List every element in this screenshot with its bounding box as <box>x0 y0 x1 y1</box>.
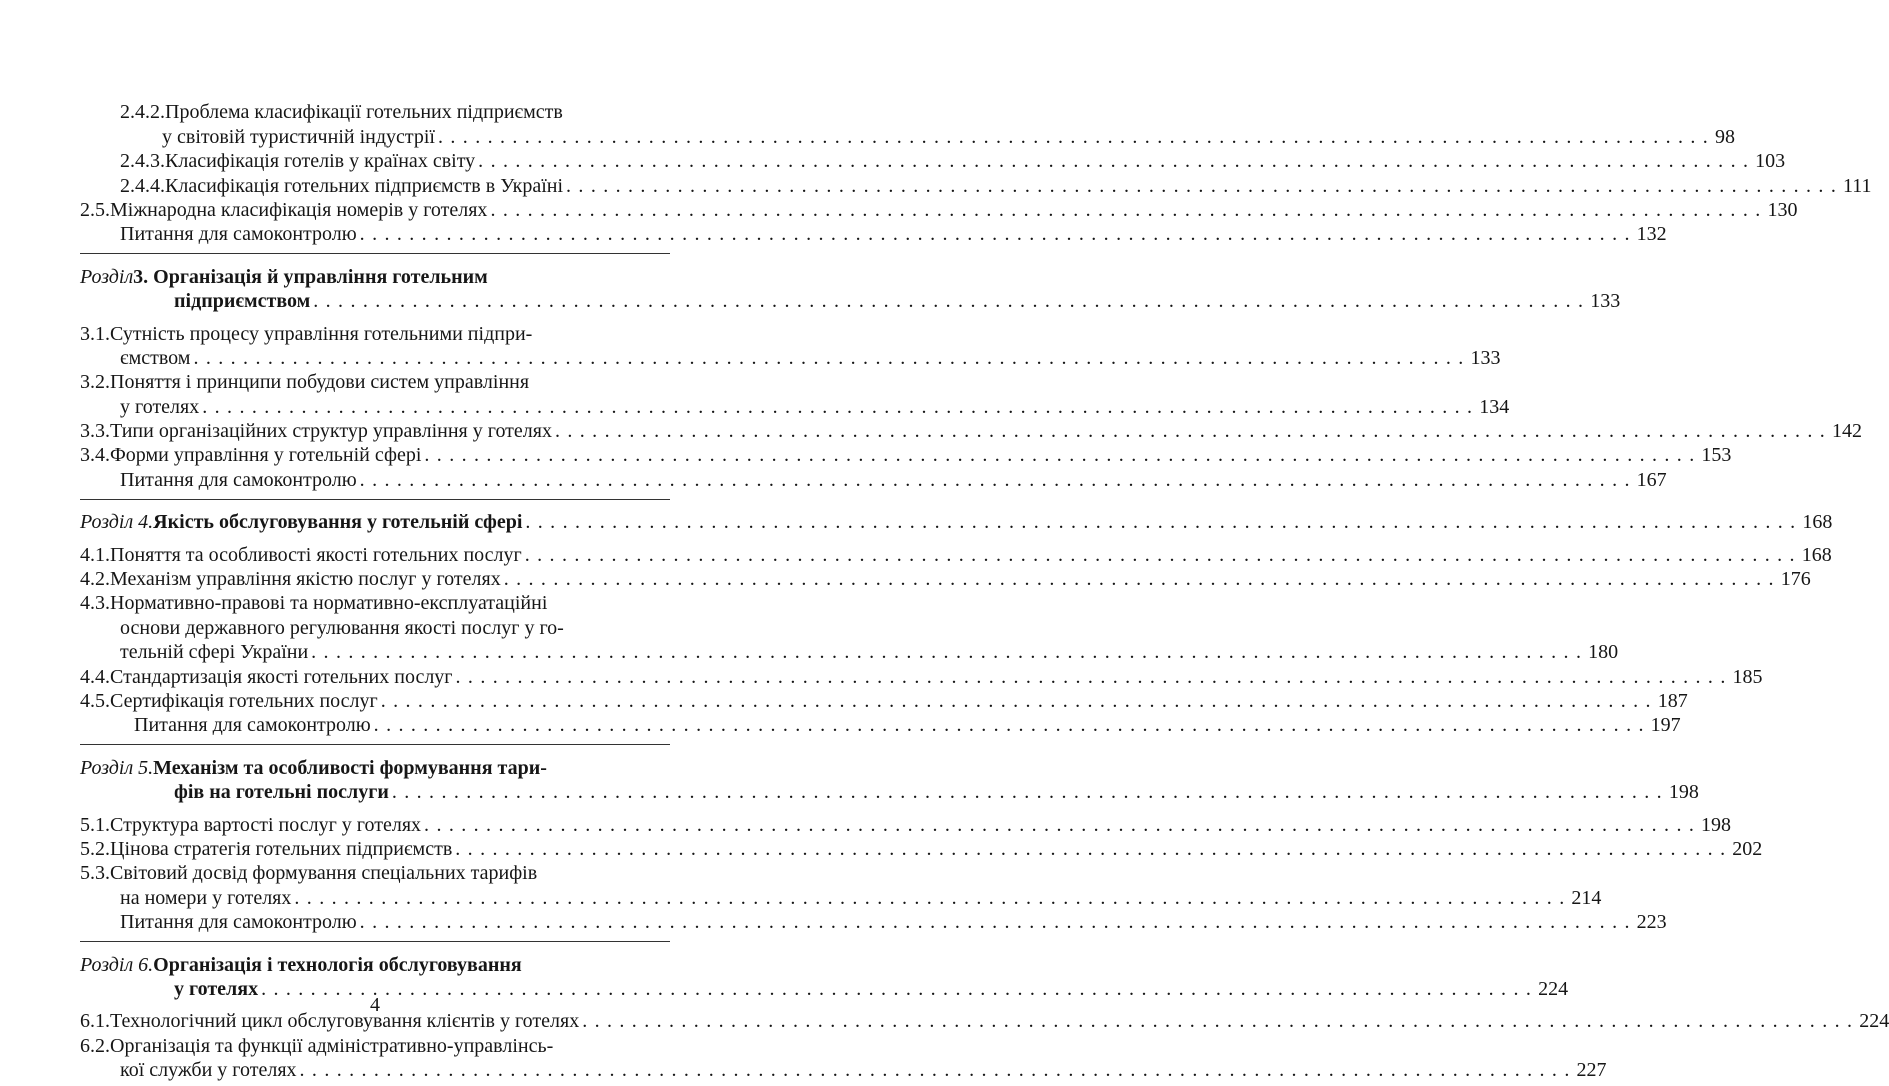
toc-leader-dots <box>501 568 1775 590</box>
section-title: підприємством <box>174 290 311 313</box>
toc-section-heading <box>80 288 1621 313</box>
toc-entry-title: Сутність процесу управління готельними підпри- <box>110 322 533 345</box>
toc-entry <box>80 688 1688 712</box>
toc-entry-title: Питання для самоконтролю <box>134 714 371 737</box>
toc-page-number: 111 <box>1843 174 1872 197</box>
section-title: фів на готельні послуги <box>174 781 389 804</box>
toc-entry-number: 2.4.3. <box>120 150 165 173</box>
toc-leader-dots <box>522 544 1796 566</box>
toc-entry-title: Поняття і принципи побудови систем управління <box>110 371 530 394</box>
toc-entry-title: на номери у готелях <box>120 886 292 909</box>
toc-page-number: 98 <box>1715 125 1735 148</box>
toc-leader-dots <box>291 887 1565 909</box>
section-title: 3. Організація й управління готельним <box>133 265 488 288</box>
toc-entry-number: 3.1. <box>80 322 110 345</box>
toc-page-number: 224 <box>1859 1010 1889 1033</box>
toc-entry-title: Форми управління у готельній сфері <box>110 444 422 467</box>
toc-page-number: 180 <box>1588 641 1619 664</box>
toc-leader-dots <box>389 781 1663 803</box>
toc-entry <box>80 320 670 344</box>
toc-entry <box>80 639 1619 664</box>
toc-entry <box>80 712 1681 737</box>
toc-page-number: 202 <box>1732 837 1763 860</box>
toc-leader-dots <box>579 1010 1853 1032</box>
toc-entry-title: Класифікація готелів у країнах світу <box>165 150 476 173</box>
toc-page-number: 224 <box>1538 977 1569 1000</box>
toc-page-number: 132 <box>1636 223 1667 246</box>
toc-page-number: 187 <box>1657 689 1688 712</box>
section-title: у готелях <box>174 977 259 1000</box>
toc-entry <box>80 148 1786 173</box>
page-number: 4 <box>370 994 380 1016</box>
toc-leader-dots <box>357 223 1631 245</box>
toc-entry-number: 2.4.2. <box>120 101 165 124</box>
toc-entry-number: 6.1. <box>80 1010 110 1033</box>
toc-page-number: 133 <box>1470 346 1501 369</box>
toc-entry-title: тельній сфері України <box>120 641 309 664</box>
toc-entry-number: 3.2. <box>80 371 110 394</box>
section-label: Розділ <box>80 265 134 288</box>
toc-page-number: 197 <box>1650 714 1681 737</box>
toc-page-number: 142 <box>1831 420 1862 443</box>
toc-entry-number: 6.2. <box>80 1034 110 1057</box>
toc-entry <box>80 172 1872 197</box>
toc-entry <box>80 1032 670 1056</box>
toc-entry-title: Структура вартості послуг у готелях <box>110 813 422 836</box>
toc-page-number: 185 <box>1732 665 1763 688</box>
section-label: Розділ 4. <box>80 511 154 534</box>
toc-entry-title: Питання для самоконтролю <box>120 223 357 246</box>
toc-entry <box>80 197 1798 221</box>
section-label: Розділ 5. <box>80 756 154 779</box>
toc-entry <box>80 566 1811 591</box>
toc-section-heading <box>80 779 1699 804</box>
toc-entry <box>80 836 1763 860</box>
toc-entry <box>80 99 670 123</box>
toc-page-number: 103 <box>1755 150 1786 173</box>
toc-entry-number: 4.4. <box>80 665 110 688</box>
toc-entry-title: у готелях <box>120 395 200 418</box>
toc-entry-number: 4.3. <box>80 592 110 615</box>
section-title: Якість обслуговування у готельній сфері <box>153 511 523 534</box>
toc-entry-title: Сертифікація готельних послуг <box>110 689 378 712</box>
toc-leader-dots <box>378 690 1652 712</box>
toc-entry-title: у світовій туристичній індустрії <box>162 125 435 148</box>
toc-entry-number: 5.3. <box>80 862 110 885</box>
section-title: Організація і технологія обслуговування <box>153 953 522 976</box>
toc-leader-dots <box>310 290 1584 312</box>
section-label: Розділ 6. <box>80 953 154 976</box>
toc-page-number: 168 <box>1802 511 1833 534</box>
toc-entry <box>80 418 1862 443</box>
toc-entry-number: 4.5. <box>80 689 110 712</box>
toc-entry-title: Класифікація готельних підприємств в Україні <box>165 174 564 197</box>
toc-entry <box>80 442 1732 467</box>
toc-entry <box>80 590 670 614</box>
toc-entry-number: 2.4.4. <box>120 174 165 197</box>
toc-entry <box>80 466 1667 491</box>
toc-leader-dots <box>522 511 1796 533</box>
toc-entry <box>80 614 670 638</box>
toc-leader-dots <box>190 347 1464 369</box>
toc-page-number: 134 <box>1479 395 1510 418</box>
toc-entry-title: Поняття та особливості якості готельних послуг <box>110 543 522 566</box>
section-divider <box>80 253 670 254</box>
toc-leader-dots <box>563 175 1837 197</box>
toc-leader-dots <box>452 838 1726 860</box>
toc-entry <box>80 123 1735 148</box>
toc-entry-title: Питання для самоконтролю <box>120 468 357 491</box>
toc-leader-dots <box>199 396 1473 418</box>
toc-entry-title: Організація та функції адміністративно-управлінсь- <box>110 1034 554 1057</box>
toc-entry-title: Типи організаційних структур управління у готелях <box>110 420 552 443</box>
toc-page-number: 223 <box>1636 911 1667 934</box>
toc-entry-number: 5.2. <box>80 837 110 860</box>
toc-entry-title: кої служби у готелях <box>120 1059 297 1082</box>
toc-leader-dots <box>435 126 1709 148</box>
toc-entry-number: 4.2. <box>80 568 110 591</box>
section-divider <box>80 499 670 500</box>
section-title: Механізм та особливості формування тари- <box>153 756 547 779</box>
toc-entry <box>80 811 1732 836</box>
toc-section-heading <box>80 754 670 778</box>
toc-entry-title: Проблема класифікації готельних підприємств <box>165 101 563 124</box>
toc-page-number: 198 <box>1668 781 1699 804</box>
toc-entry-title: Стандартизація якості готельних послуг <box>110 665 453 688</box>
toc-leader-dots <box>421 814 1695 836</box>
toc-entry-number: 4.1. <box>80 543 110 566</box>
toc-page-number: 198 <box>1701 813 1732 836</box>
toc-leader-dots <box>453 666 1727 688</box>
toc-page-number: 130 <box>1767 198 1798 221</box>
toc-page-number: 168 <box>1801 543 1832 566</box>
toc-entry-title: основи державного регулювання якості послуг у го- <box>120 616 564 639</box>
toc-entry-number: 3.4. <box>80 444 110 467</box>
toc-leader-dots <box>487 199 1761 221</box>
toc-page-number: 176 <box>1780 568 1811 591</box>
toc-entry <box>80 541 1832 566</box>
toc-entry-number: 5.1. <box>80 813 110 836</box>
toc-page-number: 153 <box>1701 444 1732 467</box>
toc-leader-dots <box>357 911 1631 933</box>
toc-entry-title: Питання для самоконтролю <box>120 911 357 934</box>
toc-leader-dots <box>552 420 1826 442</box>
toc-leader-dots <box>421 444 1695 466</box>
toc-leader-dots <box>308 641 1582 663</box>
toc-entry <box>80 909 1667 934</box>
toc-entry-number: 2.5. <box>80 198 110 221</box>
section-divider <box>80 744 670 745</box>
toc-entry-title: ємством <box>120 346 191 369</box>
toc-section-heading <box>80 263 670 287</box>
toc-leader-dots <box>475 150 1749 172</box>
toc-leader-dots <box>357 469 1631 491</box>
toc-entry <box>80 345 1501 369</box>
toc-entry <box>80 860 670 884</box>
toc-page-number: 167 <box>1636 468 1667 491</box>
toc-entry-title: Нормативно-правові та нормативно-експлуатаційні <box>110 592 548 615</box>
toc-entry-number: 3.3. <box>80 420 110 443</box>
toc-page-number: 214 <box>1571 886 1602 909</box>
toc-entry-title: Механізм управління якістю послуг у готелях <box>110 568 501 591</box>
toc-leader-dots <box>371 714 1645 736</box>
toc-section-heading <box>80 509 1833 534</box>
toc-page-number: 133 <box>1590 290 1621 313</box>
toc-entry <box>80 884 1602 909</box>
toc-entry <box>80 369 670 393</box>
toc-entry <box>80 393 1510 418</box>
toc-entry <box>80 221 1667 246</box>
toc-entry <box>80 663 1763 688</box>
toc-leader-dots <box>297 1059 1571 1081</box>
toc-page-number: 227 <box>1576 1059 1607 1082</box>
toc-entry-title: Цінова стратегія готельних підприємств <box>110 837 453 860</box>
toc-section-heading <box>80 951 670 975</box>
toc-entry <box>80 1057 1607 1082</box>
toc-entry-title: Міжнародна класифікація номерів у готелях <box>110 198 488 221</box>
table-of-contents <box>80 99 1889 1082</box>
toc-entry-title: Світовий досвід формування спеціальних тарифів <box>110 862 538 885</box>
toc-entry-title: Технологічний цикл обслуговування клієнтів у готелях <box>110 1010 580 1033</box>
section-divider <box>80 941 670 942</box>
